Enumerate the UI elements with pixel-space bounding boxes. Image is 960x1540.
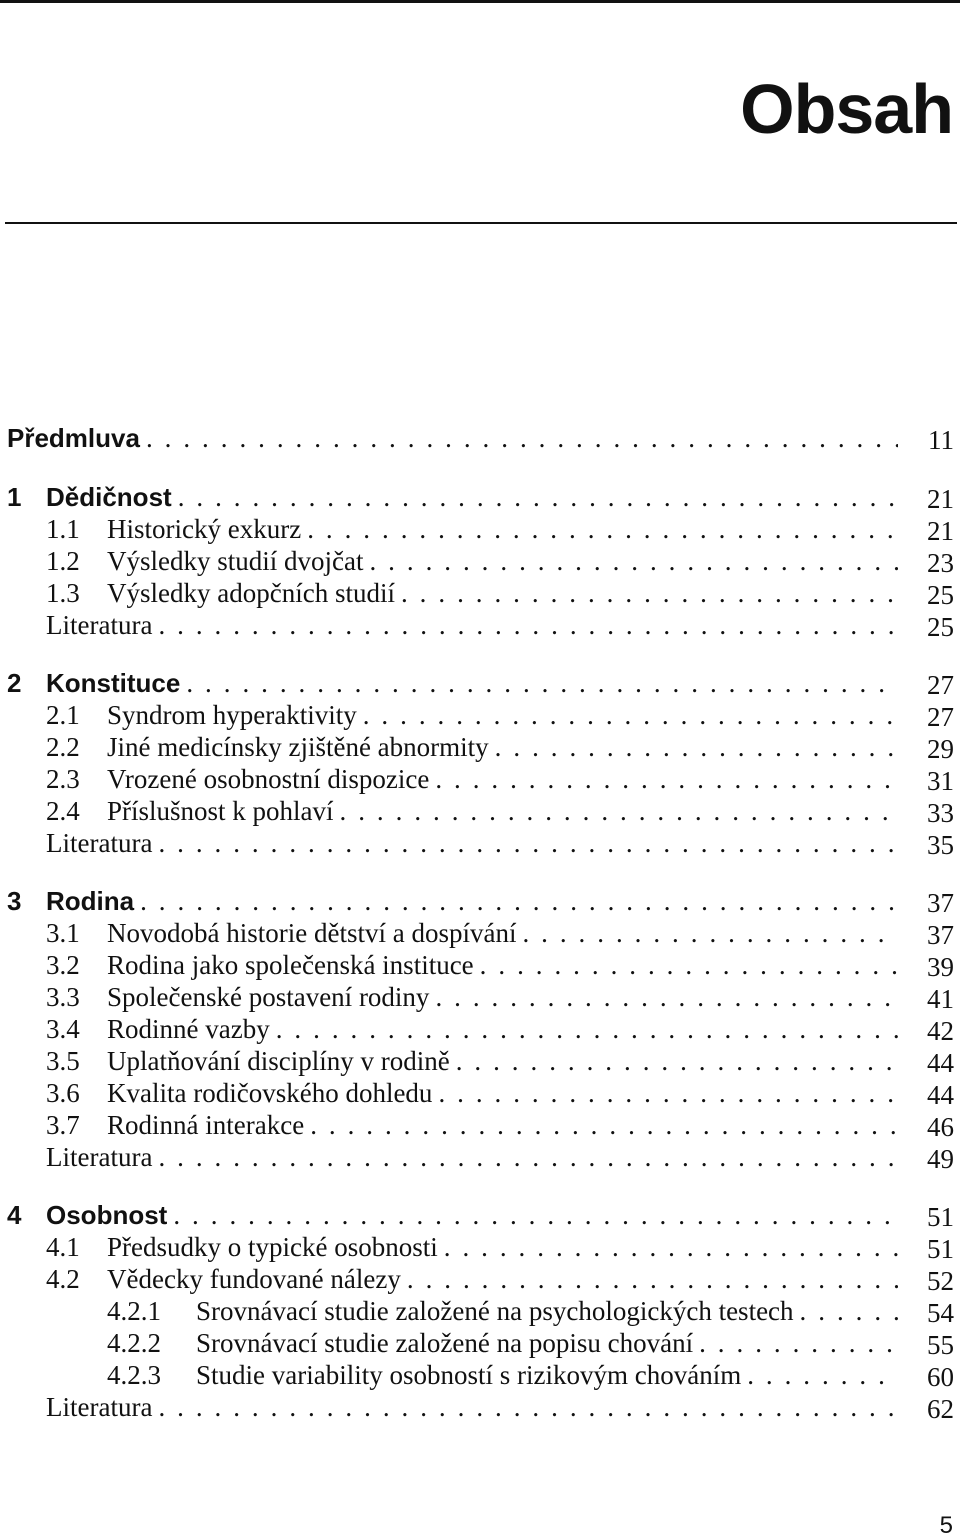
toc-entry-number: 3 <box>7 886 22 916</box>
toc-entry-page: 25 <box>927 580 954 610</box>
toc-entry-title: Konstituce <box>46 668 181 698</box>
toc-entry-page: 55 <box>927 1330 954 1360</box>
toc-entry-number: 2.4 <box>46 796 80 826</box>
toc-entry-title: Novodobá historie dětství a dospívání <box>107 918 517 948</box>
toc-entry-title: Studie variability osobností s rizikovým chováním <box>196 1360 742 1390</box>
toc-entry-page: 21 <box>927 484 954 514</box>
toc-entry-page: 60 <box>927 1362 954 1392</box>
toc-entry-title: Historický exkurz <box>107 514 302 544</box>
toc-entry-number: 3.1 <box>46 918 80 948</box>
toc-entry-number: 4 <box>7 1200 22 1230</box>
toc-entry-number: 3.2 <box>46 950 80 980</box>
toc-section-entry[interactable] <box>46 732 898 764</box>
toc-entry-number: 1 <box>7 482 22 512</box>
toc-section-entry[interactable] <box>46 1264 898 1296</box>
toc-section-entry[interactable] <box>46 546 898 578</box>
toc-entry-page: 21 <box>927 516 954 546</box>
toc-leader-dots <box>158 828 898 859</box>
toc-entry-title: Uplatňování disciplíny v rodině <box>107 1046 450 1076</box>
toc-chapter-entry[interactable] <box>7 886 898 918</box>
toc-leader-dots <box>800 1296 898 1327</box>
toc-entry-title: Kvalita rodičovského dohledu <box>107 1078 433 1108</box>
toc-leader-dots <box>495 732 898 763</box>
toc-section-entry[interactable] <box>46 1232 898 1264</box>
toc-entry-page: 25 <box>927 612 954 642</box>
toc-entry-title: Společenské postavení rodiny <box>107 982 430 1012</box>
toc-entry-number: 4.2.2 <box>107 1328 161 1358</box>
toc-entry-page: 41 <box>927 984 954 1014</box>
toc-section-entry[interactable] <box>46 1110 898 1142</box>
toc-section-entry[interactable] <box>46 1046 898 1078</box>
toc-section-entry[interactable] <box>46 950 898 982</box>
toc-section-entry[interactable] <box>46 982 898 1014</box>
toc-entry-number: 2.1 <box>46 700 80 730</box>
toc-entry-title: Literatura <box>46 828 153 858</box>
page-title: Obsah <box>740 70 953 148</box>
toc-entry-title: Syndrom hyperaktivity <box>107 700 357 730</box>
toc-leader-dots <box>444 1232 898 1263</box>
toc-entry-title: Rodinná interakce <box>107 1110 305 1140</box>
toc-entry-page: 46 <box>927 1112 954 1142</box>
toc-entry-title: Srovnávací studie založené na popisu chování <box>196 1328 694 1358</box>
toc-entry-number: 3.5 <box>46 1046 80 1076</box>
toc-leader-dots <box>363 700 898 731</box>
toc-leader-dots <box>407 1264 898 1295</box>
toc-entry-number: 3.7 <box>46 1110 80 1140</box>
toc-entry-number: 2.3 <box>46 764 80 794</box>
toc-entry-page: 37 <box>927 920 954 950</box>
toc-entry-number: 3.4 <box>46 1014 80 1044</box>
toc-leader-dots <box>276 1014 898 1045</box>
toc-subsubsection-entry[interactable] <box>107 1360 898 1392</box>
toc-chapter-entry[interactable] <box>7 423 898 455</box>
toc-section-entry[interactable] <box>46 610 898 642</box>
toc-leader-dots <box>186 668 898 699</box>
toc-leader-dots <box>747 1360 898 1391</box>
toc-leader-dots <box>401 578 898 609</box>
toc-entry-page: 42 <box>927 1016 954 1046</box>
toc-section-entry[interactable] <box>46 828 898 860</box>
toc-entry-number: 4.2.3 <box>107 1360 161 1390</box>
toc-leader-dots <box>699 1328 898 1359</box>
toc-leader-dots <box>456 1046 898 1077</box>
toc-entry-page: 51 <box>927 1202 954 1232</box>
toc-leader-dots <box>435 764 898 795</box>
toc-chapter-entry[interactable] <box>7 1200 898 1232</box>
top-rule <box>0 0 960 3</box>
toc-entry-title: Příslušnost k pohlaví <box>107 796 334 826</box>
toc-entry-title: Vrozené osobnostní dispozice <box>107 764 430 794</box>
toc-section-entry[interactable] <box>46 1392 898 1424</box>
toc-entry-page: 54 <box>927 1298 954 1328</box>
toc-leader-dots <box>307 514 898 545</box>
toc-entry-title: Literatura <box>46 1392 153 1422</box>
toc-chapter-entry[interactable] <box>7 668 898 700</box>
toc-subsubsection-entry[interactable] <box>107 1296 898 1328</box>
toc-section-entry[interactable] <box>46 1142 898 1174</box>
toc-entry-number: 2 <box>7 668 22 698</box>
toc-section-entry[interactable] <box>46 700 898 732</box>
toc-leader-dots <box>522 918 898 949</box>
toc-chapter-entry[interactable] <box>7 482 898 514</box>
toc-entry-page: 44 <box>927 1048 954 1078</box>
toc-entry-title: Literatura <box>46 1142 153 1172</box>
toc-entry-title: Předsudky o typické osobnosti <box>107 1232 438 1262</box>
toc-entry-title: Vědecky fundované nálezy <box>107 1264 401 1294</box>
toc-leader-dots <box>158 1392 898 1423</box>
toc-entry-title: Literatura <box>46 610 153 640</box>
title-rule <box>5 222 957 224</box>
toc-entry-page: 27 <box>927 670 954 700</box>
toc-leader-dots <box>369 546 898 577</box>
toc-entry-page: 27 <box>927 702 954 732</box>
toc-entry-number: 1.1 <box>46 514 80 544</box>
page-number: 5 <box>939 1512 953 1539</box>
toc-leader-dots <box>340 796 898 827</box>
toc-entry-page: 44 <box>927 1080 954 1110</box>
toc-leader-dots <box>438 1078 898 1109</box>
toc-entry-page: 23 <box>927 548 954 578</box>
toc-section-entry[interactable] <box>46 1078 898 1110</box>
toc-leader-dots <box>146 423 898 454</box>
toc-section-entry[interactable] <box>46 764 898 796</box>
toc-entry-page: 62 <box>927 1394 954 1424</box>
toc-entry-number: 4.1 <box>46 1232 80 1262</box>
toc-entry-number: 1.2 <box>46 546 80 576</box>
toc-entry-title: Dědičnost <box>46 482 172 512</box>
toc-section-entry[interactable] <box>46 514 898 546</box>
toc-entry-page: 11 <box>928 425 954 455</box>
toc-leader-dots <box>158 1142 898 1173</box>
toc-entry-page: 37 <box>927 888 954 918</box>
toc-leader-dots <box>435 982 898 1013</box>
toc-section-entry[interactable] <box>46 578 898 610</box>
toc-leader-dots <box>140 886 898 917</box>
toc-entry-title: Srovnávací studie založené na psychologických testech <box>196 1296 794 1326</box>
toc-section-entry[interactable] <box>46 796 898 828</box>
toc-entry-title: Rodina <box>46 886 135 916</box>
toc-entry-page: 39 <box>927 952 954 982</box>
toc-leader-dots <box>173 1200 898 1231</box>
toc-entry-title: Osobnost <box>46 1200 168 1230</box>
toc-entry-title: Předmluva <box>7 423 140 453</box>
toc-section-entry[interactable] <box>46 1014 898 1046</box>
toc-entry-page: 52 <box>927 1266 954 1296</box>
toc-leader-dots <box>310 1110 898 1141</box>
toc-leader-dots <box>178 482 898 513</box>
toc-entry-title: Rodinné vazby <box>107 1014 270 1044</box>
toc-entry-number: 4.2.1 <box>107 1296 161 1326</box>
toc-entry-number: 2.2 <box>46 732 80 762</box>
toc-entry-page: 29 <box>927 734 954 764</box>
toc-entry-page: 35 <box>927 830 954 860</box>
toc-subsubsection-entry[interactable] <box>107 1328 898 1360</box>
toc-entry-title: Rodina jako společenská instituce <box>107 950 474 980</box>
toc-entry-number: 3.3 <box>46 982 80 1012</box>
toc-entry-title: Výsledky adopčních studií <box>107 578 395 608</box>
toc-leader-dots <box>158 610 898 641</box>
toc-section-entry[interactable] <box>46 918 898 950</box>
toc-entry-title: Výsledky studií dvojčat <box>107 546 364 576</box>
toc-entry-page: 33 <box>927 798 954 828</box>
toc-entry-title: Jiné medicínsky zjištěné abnormity <box>107 732 489 762</box>
toc-entry-number: 1.3 <box>46 578 80 608</box>
toc-entry-page: 51 <box>927 1234 954 1264</box>
toc-entry-number: 4.2 <box>46 1264 80 1294</box>
toc-leader-dots <box>480 950 898 981</box>
toc-entry-page: 49 <box>927 1144 954 1174</box>
toc-entry-page: 31 <box>927 766 954 796</box>
toc-entry-number: 3.6 <box>46 1078 80 1108</box>
